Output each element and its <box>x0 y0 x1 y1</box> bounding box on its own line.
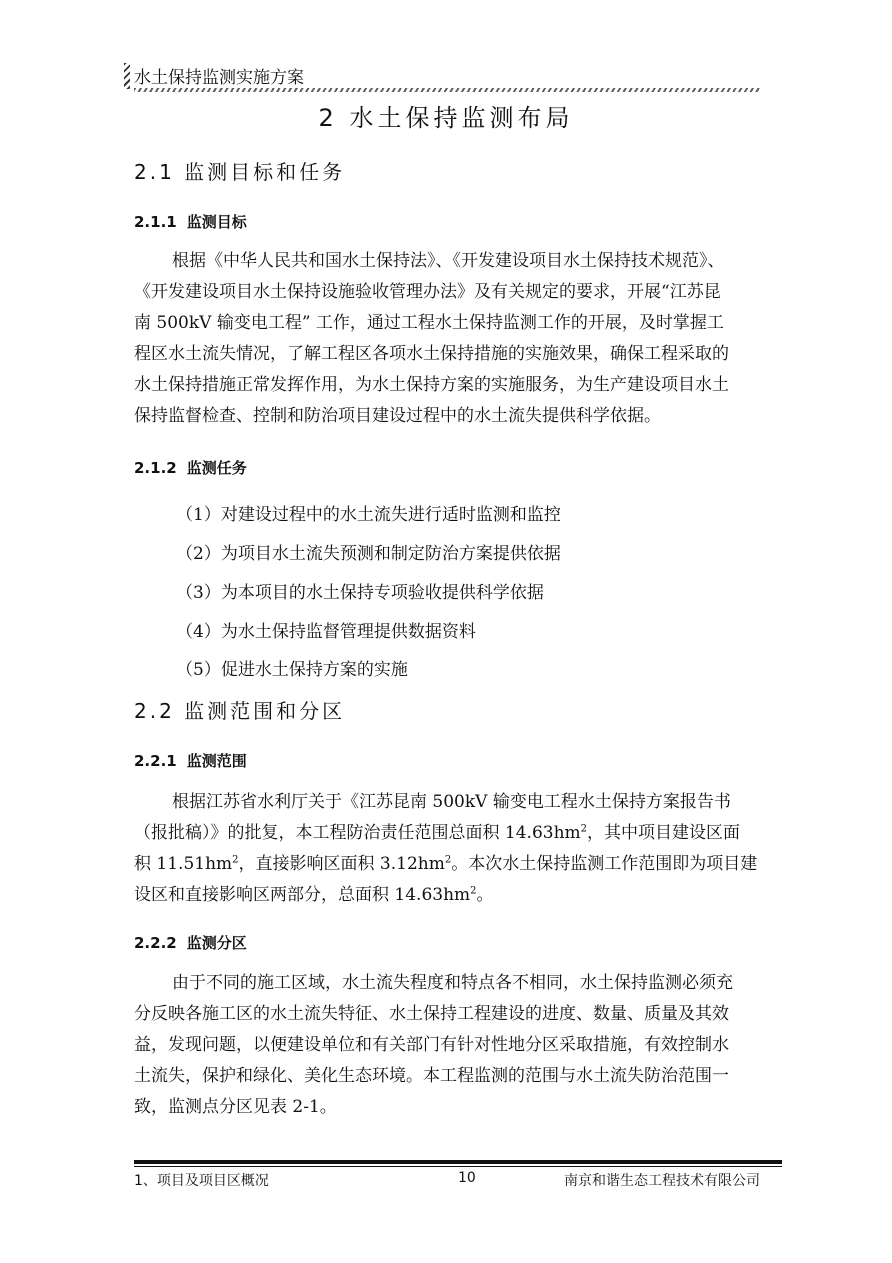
superscript: 2 <box>470 885 477 897</box>
paragraph-line: 根据《中华人民共和国水土保持法》、《开发建设项目水土保持技术规范》、 <box>172 251 725 271</box>
paragraph-line: 土流失，保护和绿化、美化生态环境。本工程监测的范围与水土流失防治范围一 <box>134 1066 729 1086</box>
list-item: （1）对建设过程中的水土流失进行适时监测和监控 <box>176 505 561 525</box>
subsection-number: 2.1.2 <box>134 459 177 477</box>
list-item: （3）为本项目的水土保持专项验收提供科学依据 <box>176 583 544 603</box>
subsection-heading-2-2-1 <box>134 750 247 771</box>
superscript: 2 <box>444 854 452 866</box>
text-run: 积 11.51hm <box>134 854 233 874</box>
list-item: （2）为项目水土流失预测和制定防治方案提供依据 <box>176 544 561 564</box>
paragraph-monitoring-scope <box>134 787 760 911</box>
subsection-heading-2-1-1 <box>134 211 247 232</box>
subsection-title: 监测任务 <box>186 459 247 477</box>
superscript: 2 <box>580 823 588 835</box>
paragraph-line <box>134 818 760 849</box>
header-decoration <box>124 63 130 89</box>
chapter-title: 2 水土保持监测布局 <box>318 104 574 132</box>
header-rule <box>134 88 760 92</box>
footer-company-name: 南京和谐生态工程技术有限公司 <box>564 1173 760 1189</box>
paragraph-line: 南 500kV 输变电工程” 工作，通过工程水土保持监测工作的开展，及时掌握工 <box>134 313 724 333</box>
subsection-title: 监测范围 <box>186 752 247 770</box>
paragraph-line: 《开发建设项目水土保持设施验收管理办法》及有关规定的要求，开展“江苏昆 <box>134 282 721 302</box>
paragraph-line: 益，发现问题，以便建设单位和有关部门有针对性地分区采取措施，有效控制水 <box>134 1035 729 1055</box>
paragraph-monitoring-goal <box>134 246 760 432</box>
paragraph-line: 根据江苏省水利厅关于《江苏昆南 500kV 输变电工程水土保持方案报告书 <box>172 792 731 812</box>
text-run: 。本次水土保持监测工作范围即为项目建 <box>451 854 758 874</box>
text-run: ，直接影响区面积 3.12hm <box>238 854 445 874</box>
section-heading-2-1: 2.1 监测目标和任务 <box>134 160 346 184</box>
list-item: （4）为水土保持监督管理提供数据资料 <box>176 622 476 642</box>
subsection-title: 监测分区 <box>186 934 247 952</box>
subsection-heading-2-1-2 <box>134 457 247 478</box>
paragraph-line: 由于不同的施工区域，水土流失程度和特点各不相同，水土保持监测必须充 <box>172 973 733 993</box>
subsection-title: 监测目标 <box>186 213 247 231</box>
subsection-number: 2.2.1 <box>134 752 177 770</box>
text-run: 。 <box>476 885 494 905</box>
superscript: 2 <box>232 854 239 866</box>
subsection-number: 2.1.1 <box>134 213 177 231</box>
paragraph-line: 程区水土流失情况，了解工程区各项水土保持措施的实施效果，确保工程采取的 <box>134 344 729 364</box>
footer-rule-thin <box>134 1166 782 1167</box>
paragraph-line: 致，监测点分区见表 2-1。 <box>134 1097 337 1117</box>
paragraph-line: 分反映各施工区的水土流失特征、水土保持工程建设的进度、数量、质量及其效 <box>134 1004 729 1024</box>
paragraph-line <box>134 849 760 880</box>
text-run: （报批稿）》的批复，本工程防治责任范围总面积 14.63hm <box>134 823 581 843</box>
section-heading-2-2: 2.2 监测范围和分区 <box>134 699 346 723</box>
paragraph-line: 水土保持措施正常发挥作用，为水土保持方案的实施服务，为生产建设项目水土 <box>134 375 729 395</box>
page-number: 10 <box>458 1170 476 1186</box>
footer-chapter-label: 1、项目及项目区概况 <box>134 1173 269 1189</box>
footer-rule <box>134 1160 782 1164</box>
list-item: （5）促进水土保持方案的实施 <box>176 660 408 680</box>
subsection-number: 2.2.2 <box>134 934 177 952</box>
text-run: ，其中项目建设区面 <box>587 823 741 843</box>
text-run: 设区和直接影响区两部分，总面积 14.63hm <box>134 885 471 905</box>
paragraph-line: 保持监督检查、控制和防治项目建设过程中的水土流失提供科学依据。 <box>134 406 661 426</box>
running-header-title: 水土保持监测实施方案 <box>134 68 304 88</box>
paragraph-line <box>134 880 760 911</box>
subsection-heading-2-2-2 <box>134 932 247 953</box>
paragraph-monitoring-zones <box>134 968 760 1123</box>
